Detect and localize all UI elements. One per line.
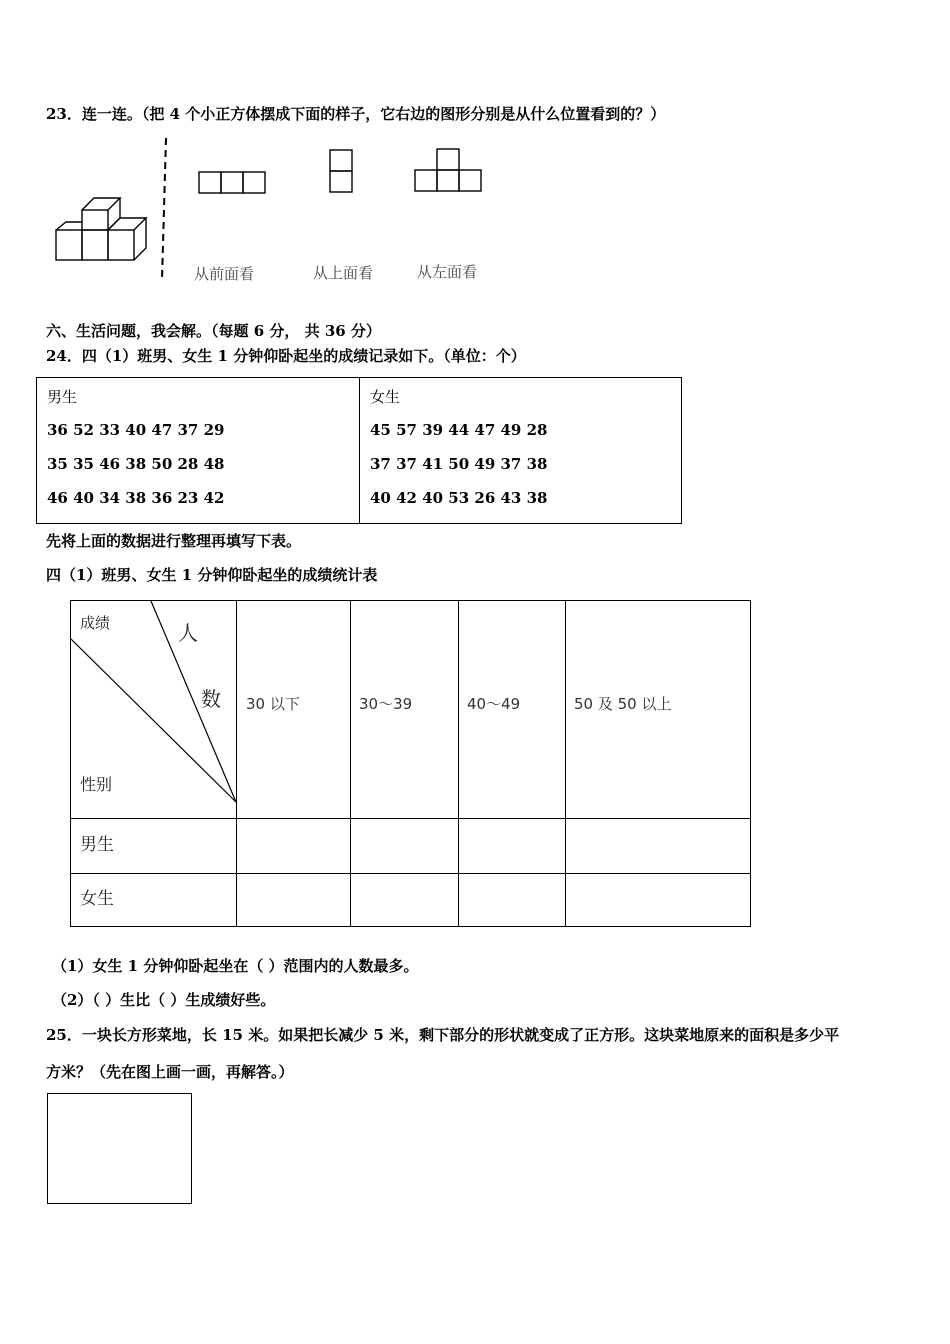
range-header: 30 以下 xyxy=(246,695,300,713)
q24-sub2: （2）（ ）生比（ ）生成绩好些。 xyxy=(52,991,276,1009)
q25-line1: 25．一块长方形菜地，长 15 米。如果把长减少 5 米，剩下部分的形状就变成了正方形。这块菜地原来的面积是多少平 xyxy=(46,1026,840,1044)
q23-prompt: 23．连一连。（把 4 个小正方体摆成下面的样子，它右边的图形分别是从什么位置看到的？） xyxy=(46,105,666,123)
row-label-boys: 男生 xyxy=(80,835,114,855)
vegetable-plot-square xyxy=(47,1093,192,1204)
girls-row: 37 37 41 50 49 37 38 xyxy=(370,455,548,473)
girls-row: 40 42 40 53 26 43 38 xyxy=(370,489,548,507)
corner-score-label: 成绩 xyxy=(80,614,111,632)
q24-prompt: 24．四（1）班男、女生 1 分钟仰卧起坐的成绩记录如下。（单位：个） xyxy=(46,347,526,365)
girls-column xyxy=(360,378,683,523)
girls-row: 45 57 39 44 47 49 28 xyxy=(370,421,548,439)
record-table xyxy=(36,377,682,524)
corner-gender-label: 性别 xyxy=(80,775,113,794)
q24-instruction: 先将上面的数据进行整理再填写下表。 xyxy=(46,532,302,550)
boys-column xyxy=(37,378,360,523)
range-header: 40～49 xyxy=(467,695,521,713)
stats-table-title: 四（1）班男、女生 1 分钟仰卧起坐的成绩统计表 xyxy=(46,566,378,584)
corner-people-label-2: 数 xyxy=(201,687,221,711)
q25-line2: 方米？（先在图上画一画，再解答。） xyxy=(46,1063,294,1081)
boys-row: 36 52 33 40 47 37 29 xyxy=(47,421,225,439)
cube-stack-figure xyxy=(56,198,146,260)
top-view-label: 从上面看 xyxy=(313,264,374,282)
left-view-label: 从左面看 xyxy=(417,263,478,281)
front-view-label: 从前面看 xyxy=(194,265,255,283)
corner-people-label-1: 人 xyxy=(178,621,198,645)
boys-row: 35 35 46 38 50 28 48 xyxy=(47,455,225,473)
divider-dashed-line xyxy=(162,138,166,280)
left-view-shape xyxy=(415,149,481,191)
girls-header: 女生 xyxy=(370,388,401,406)
boys-row: 46 40 34 38 36 23 42 xyxy=(47,489,225,507)
q24-sub1: （1）女生 1 分钟仰卧起坐在（ ）范围内的人数最多。 xyxy=(52,957,419,975)
range-header: 50 及 50 以上 xyxy=(574,695,672,713)
section6-heading: 六、生活问题，我会解。（每题 6 分， 共 36 分） xyxy=(46,322,381,340)
range-header: 30～39 xyxy=(359,695,413,713)
top-view-shape xyxy=(330,150,352,192)
front-view-shape xyxy=(199,172,265,193)
boys-header: 男生 xyxy=(47,388,78,406)
stats-table xyxy=(70,600,751,927)
row-label-girls: 女生 xyxy=(80,889,114,909)
